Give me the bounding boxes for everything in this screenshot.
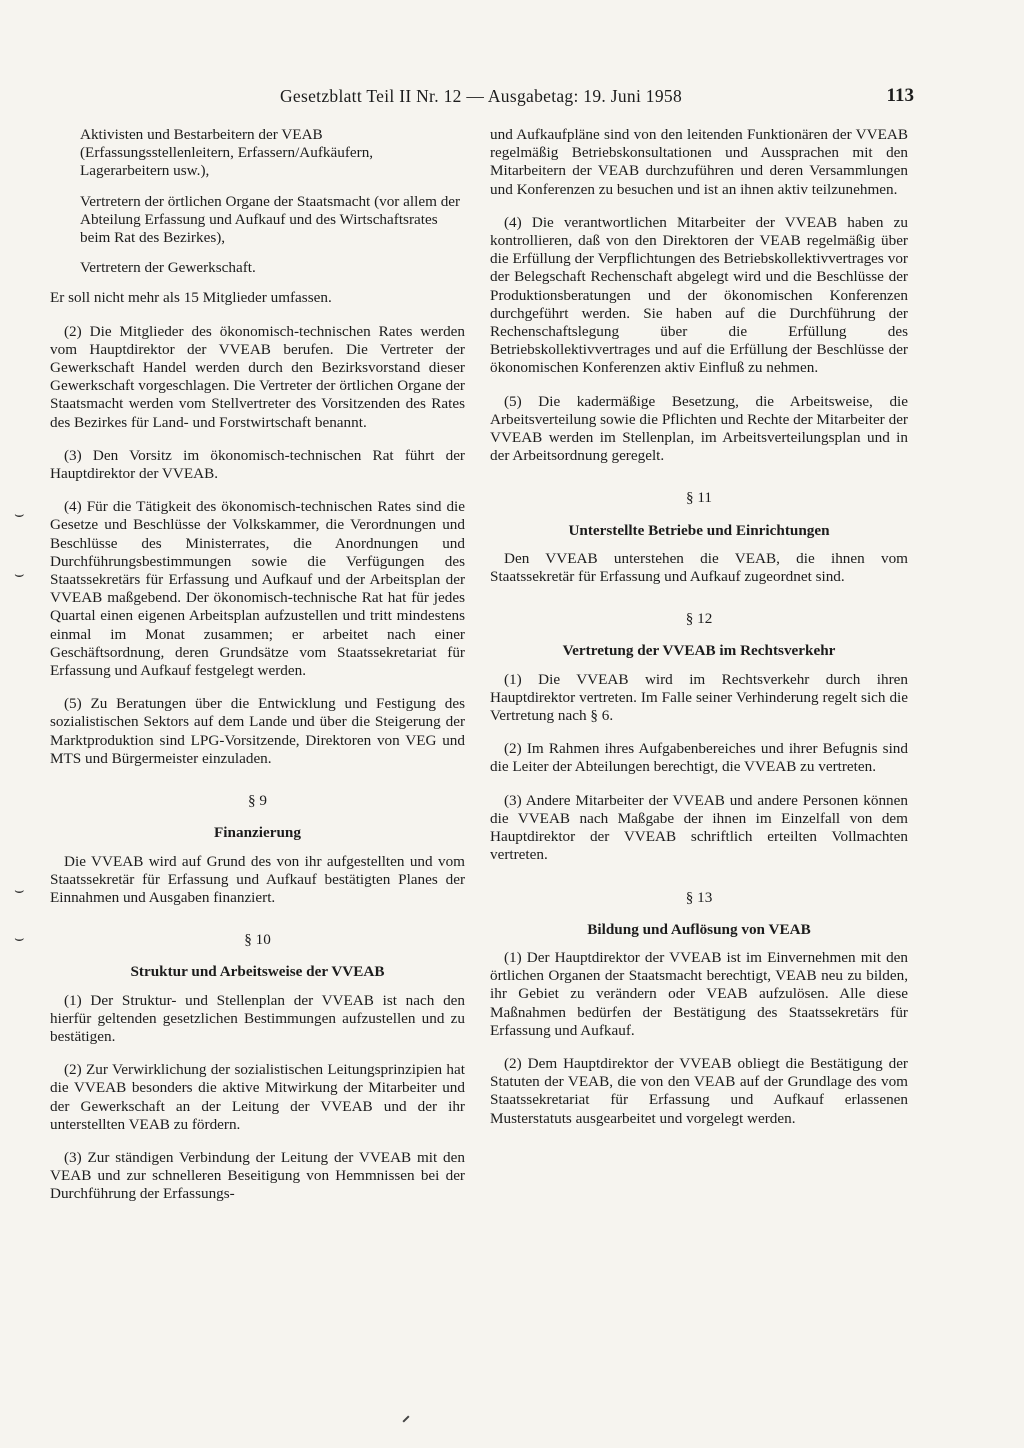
section-title: Struktur und Arbeitsweise der VVEAB (130, 963, 385, 981)
paragraph: (3) Andere Mitarbeiter der VVEAB und andere Personen können die VVEAB nach Maßgabe der ihnen im Einzelfall von dem Hauptdirektor der VVEAB schriftlich erteilten Vollmachten vertreten. (490, 791, 908, 864)
margin-checkmark-icon: ⌣ (14, 930, 25, 947)
paragraph: (2) Zur Verwirklichung der sozialistischen Leitungsprinzipien hat die VVEAB besonders die aktive Mitwirkung der Mitarbeiter und der Gewerkschaft an der Leitung der VVEAB und der ihr unterstellten VEAB zu fördern. (50, 1061, 465, 1133)
paragraph: (2) Im Rahmen ihres Aufgabenbereiches und ihrer Befugnis sind die Leiter der Abteilungen berechtigt, die VVEAB zu vertreten. (490, 740, 908, 776)
paragraph: (2) Dem Hauptdirektor der VVEAB obliegt die Bestätigung der Statuten der VEAB, die von den VEAB auf der Grundlage des vom Staatssekretariat für Erfassung und Aufkauf erlassenen Musterstatuts ausgearbeitet und vorgelegt werden. (490, 1054, 908, 1127)
paragraph: (5) Die kadermäßige Besetzung, die Arbeitsweise, die Arbeitsverteilung sowie die Pflichten und Rechte der Mitarbeiter der VVEAB werden im Stellenplan, im Arbeitsverteilungsplan und in der Arbeitsordnung geregelt. (490, 392, 908, 465)
section-title: Vertretung der VVEAB im Rechtsverkehr (562, 642, 836, 660)
left-column (50, 126, 465, 1219)
paragraph: Er soll nicht mehr als 15 Mitglieder umfassen. (50, 289, 332, 307)
margin-checkmark-icon: ⌣ (14, 882, 25, 899)
paragraph: Den VVEAB unterstehen die VEAB, die ihnen vom Staatssekretär für Erfassung und Aufkauf zugeordnet sind. (490, 549, 908, 586)
paragraph: (4) Für die Tätigkeit des ökonomisch-technischen Rates sind die Gesetze und Beschlüsse der Volkskammer, die Verordnungen und Beschlüsse des Ministerrates, die Anordnungen und Durchführungsbestimmungen sowie die Verfügungen des Staatssekretärs für Erfassung und Aufkauf und der Arbeitsplan der VVEAB maßgebend. Der ökonomisch-technische Rat hat für jedes Quartal einen eigenen Arbeitsplan aufzustellen und tritt mindestens einmal im Monat zusammen; er arbeitet nach einer Geschäftsordnung, deren Grundsätze vom Staatssekretariat für Erfassung und Aufkauf festgelegt werden. (50, 498, 465, 680)
list-item: Vertretern der örtlichen Organe der Staatsmacht (vor allem der Abteilung Erfassung und Aufkauf und des Wirtschaftsrates beim Rat des Bezirkes), (80, 192, 461, 247)
paragraph: (3) Zur ständigen Verbindung der Leitung der VVEAB mit den VEAB und zur schnelleren Beseitigung von Hemmnissen bei der Durchführung der Erfassungs- (50, 1148, 465, 1203)
paragraph: (5) Zu Beratungen über die Entwicklung und Festigung des sozialistischen Sektors auf dem Lande und über die Steigerung der Marktproduktion sind LPG-Vorsitzende, Direktoren von VEG und MTS und Bürgermeister einzuladen. (50, 695, 465, 767)
right-column (490, 126, 908, 1143)
section-number: § 11 (685, 489, 712, 507)
section-title: Bildung und Auflösung von VEAB (587, 920, 811, 938)
paragraph: (3) Den Vorsitz im ökonomisch-technischen Rat führt der Hauptdirektor der VVEAB. (50, 446, 465, 483)
margin-checkmark-icon: ⌣ (14, 506, 25, 523)
header-title: Gesetzblatt Teil II Nr. 12 — Ausgabetag: 19. Juni 1958 (279, 86, 683, 106)
section-number: § 13 (685, 888, 713, 906)
list-item: Aktivisten und Bestarbeitern der VEAB (Erfassungsstellenleitern, Erfassern/Aufkäufern, Lagerarbeitern usw.), (80, 126, 374, 180)
section-number: § 10 (244, 931, 271, 949)
ink-speck-icon (402, 1415, 409, 1422)
paragraph: (2) Die Mitglieder des ökonomisch-technischen Rates werden vom Hauptdirektor der VVEAB berufen. Die Vertreter der Gewerkschaft Handel werden durch den Bezirksvorstand dieser Gewerkschaft vorgeschlagen. Die Vertreter der örtlichen Organe der Staatsmacht werden vom Stellvertreter des Vorsitzenden des Rates des Bezirkes für Land- und Forstwirtschaft benannt. (50, 322, 465, 431)
section-number: § 12 (685, 610, 713, 628)
paragraph: (1) Der Struktur- und Stellenplan der VVEAB ist nach den hierfür geltenden gesetzlichen Bestimmungen aufzustellen und zu bestätigen. (50, 991, 465, 1045)
paragraph: (1) Der Hauptdirektor der VVEAB ist im Einvernehmen mit den örtlichen Organen der Staatsmacht berechtigt, VEAB neu zu bilden, ihr Gebiet zu verändern oder VEAB aufzulösen. Alle diese Maßnahmen bedürfen der Bestätigung des Staatssekretärs für Erfassung und Aufkauf. (490, 948, 908, 1039)
section-title: Unterstellte Betriebe und Einrichtungen (568, 521, 830, 539)
section-title: Finanzierung (214, 824, 301, 842)
paragraph: (1) Die VVEAB wird im Rechtsverkehr durch ihren Hauptdirektor vertreten. Im Falle seiner Verhinderung regelt sich die Vertretung nach § 6. (490, 670, 908, 725)
paragraph: Die VVEAB wird auf Grund des von ihr aufgestellten und vom Staatssekretär für Erfassung und Aufkauf bestätigten Planes der Einnahmen und Ausgaben finanziert. (50, 852, 465, 906)
margin-checkmark-icon: ⌣ (14, 566, 25, 583)
paragraph: (4) Die verantwortlichen Mitarbeiter der VVEAB haben zu kontrollieren, daß von den Direktoren der VEAB regelmäßig über die Erfüllung der Verpflichtungen des Betriebskollektivvertrages vor der Belegschaft Rechenschaft abgelegt wird und die Beschlüsse der Produktionsberatungen und der ökonomischen Konferenzen durchgeführt werden. Sie haben auf die Durchführung der Rechenschaftslegung über die Erfüllung des Betriebskollektivvertrages und auf die Erfüllung der Beschlüsse der ökonomischen Konferenzen aktiv Einfluß zu nehmen. (490, 213, 908, 377)
section-number: § 9 (248, 792, 267, 810)
page-number: 113 (886, 85, 914, 106)
list-item: Vertretern der Gewerkschaft. (80, 259, 256, 277)
paragraph: und Aufkaufpläne sind von den leitenden Funktionären der VVEAB regelmäßig Betriebskonsultationen und Aussprachen mit den Mitarbeitern der VEAB durchzuführen und deren Versammlungen und Konferenzen zu besuchen und ist an ihnen aktiv teilzunehmen. (490, 126, 908, 198)
page-header (50, 86, 912, 112)
